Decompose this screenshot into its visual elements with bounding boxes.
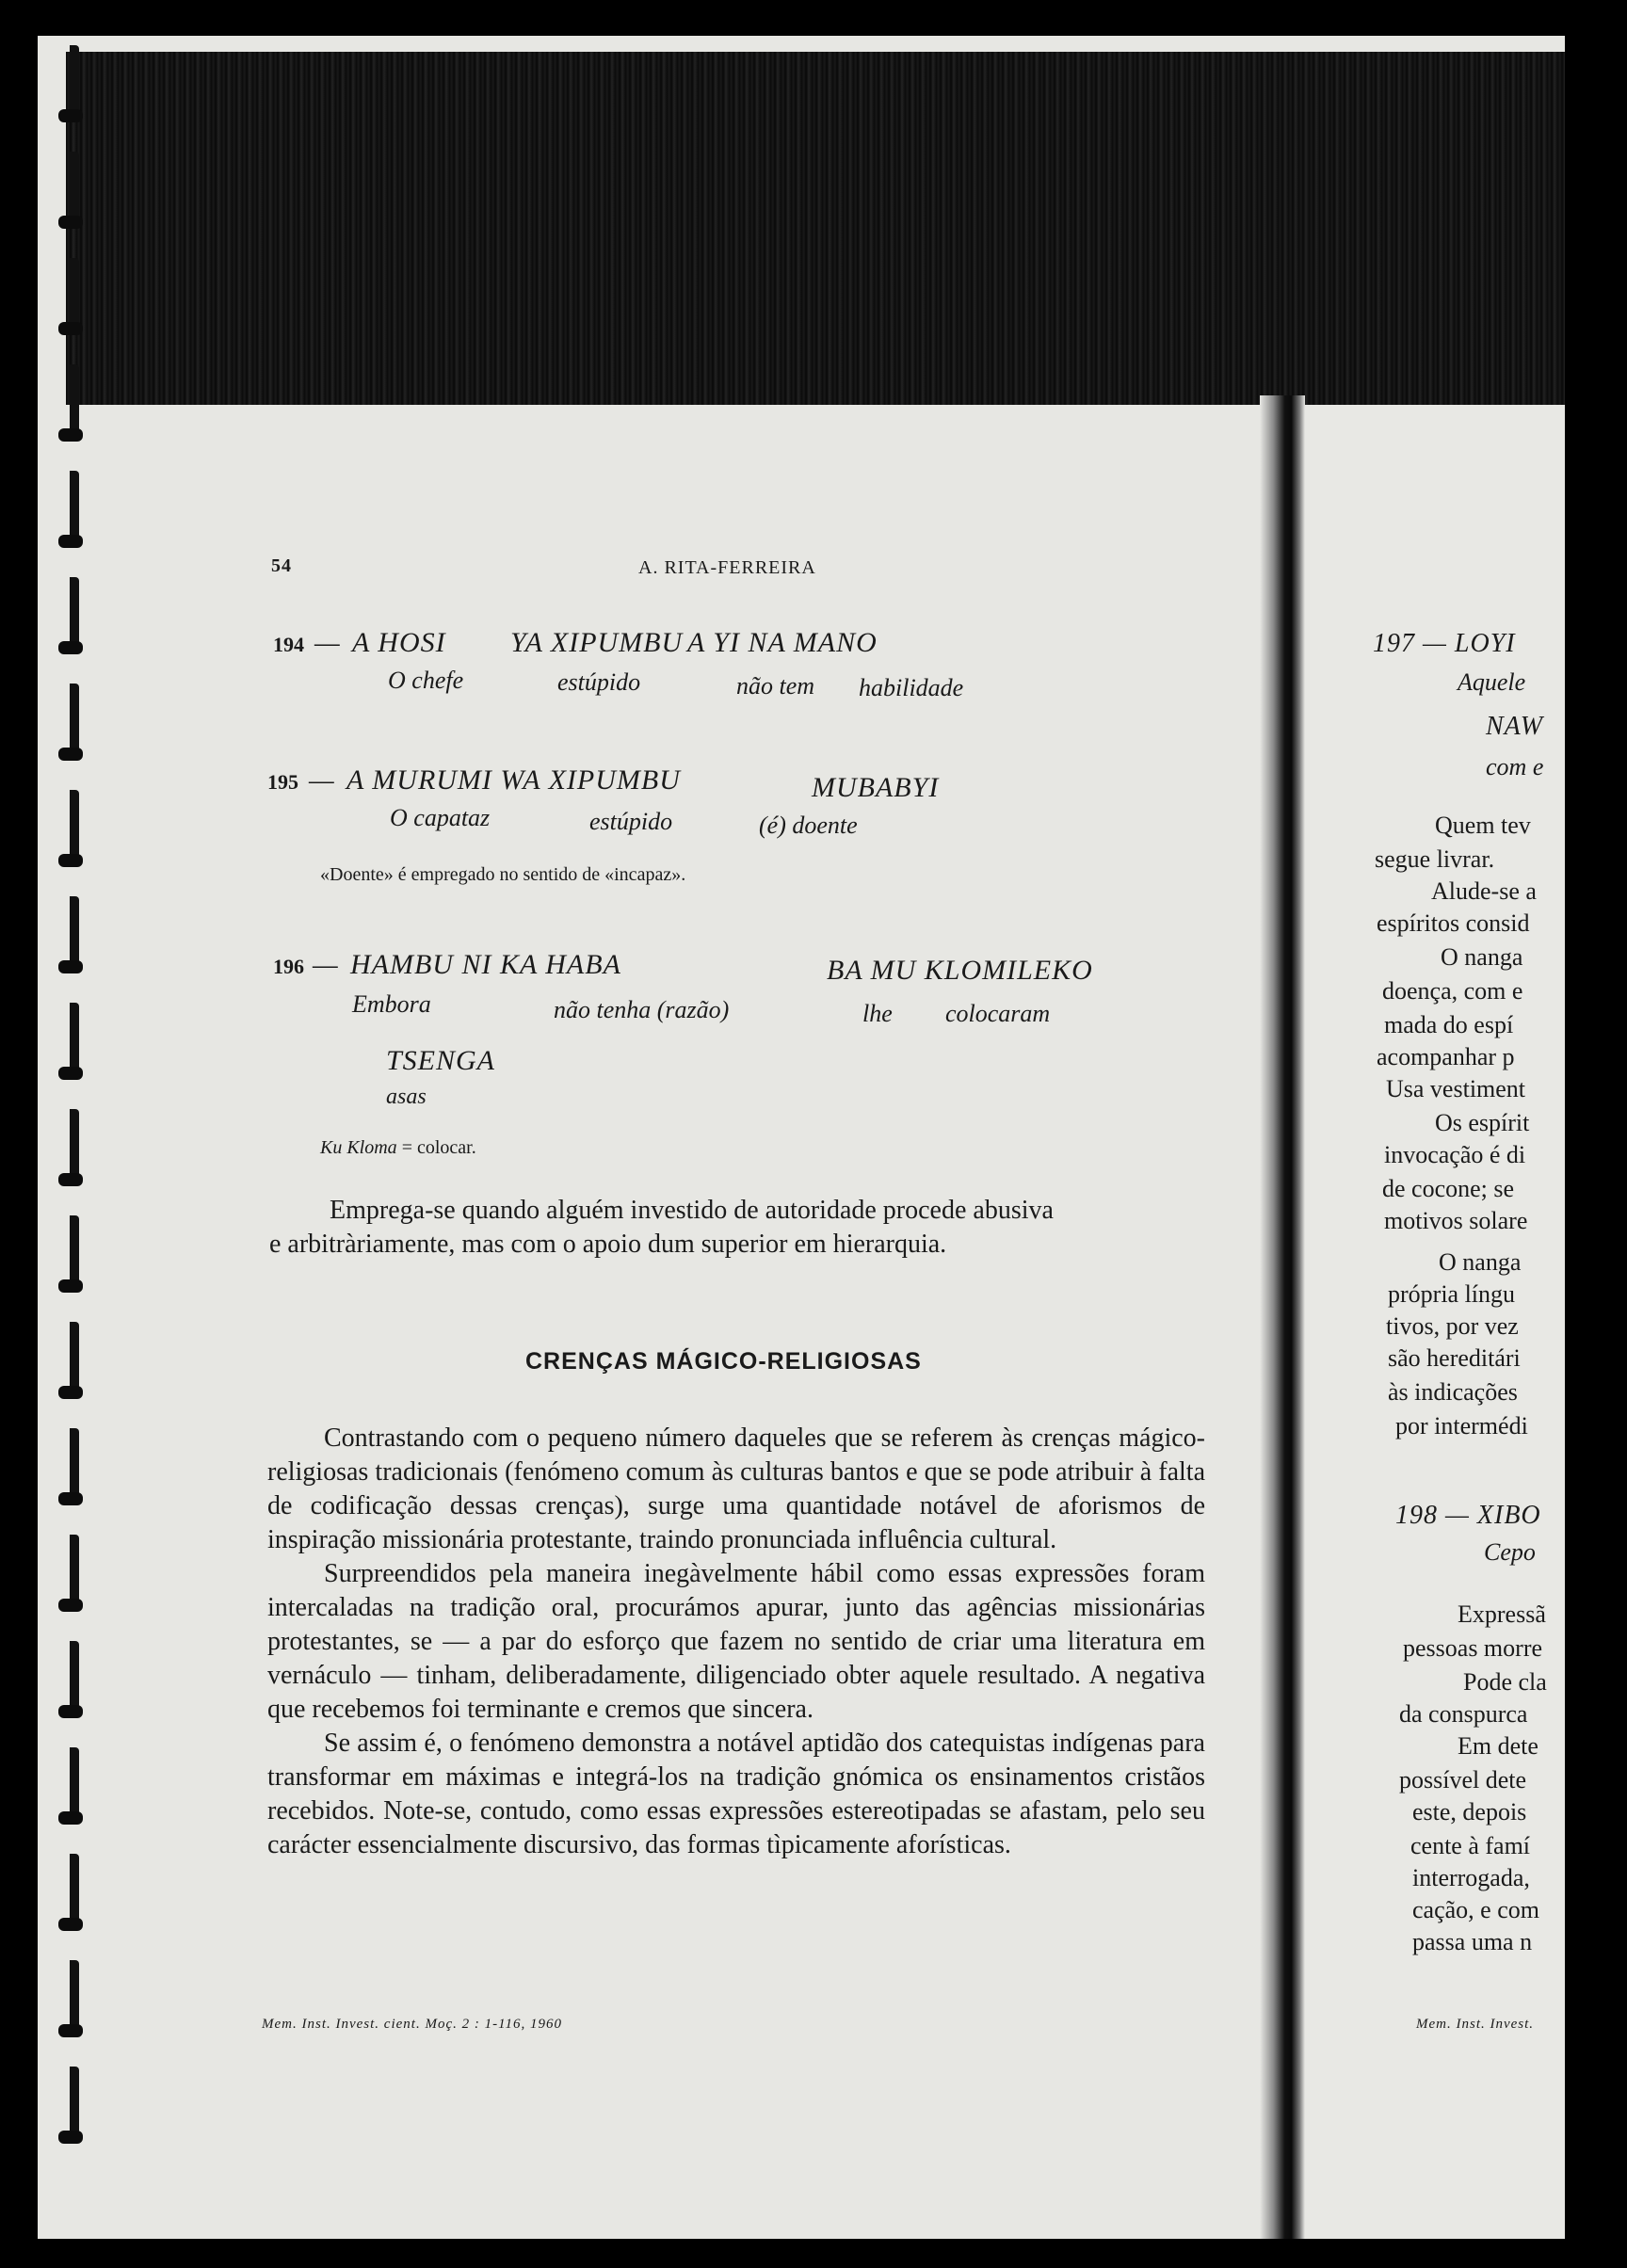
gloss: colocaram [945, 1000, 1051, 1027]
binding-ring [56, 577, 85, 654]
binding-ring [56, 684, 85, 761]
gloss: estúpido [557, 668, 641, 696]
gloss: (é) doente [759, 812, 858, 839]
binding-ring [56, 2067, 85, 2144]
right-page-line: Os espírit [1435, 1109, 1530, 1136]
binding-ring [56, 1109, 85, 1186]
note-term: Ku Kloma [320, 1137, 397, 1158]
right-page-line: cente à famí [1410, 1832, 1531, 1859]
proverb-word: A MURUMI WA XIPUMBU [346, 764, 681, 796]
right-page-line: tivos, por vez [1386, 1312, 1519, 1340]
right-page-line: segue livrar. [1375, 845, 1495, 873]
gloss: não tem [736, 672, 815, 700]
proverb-word: BA MU KLOMILEKO [827, 955, 1093, 986]
right-page-line: 197 — LOYI [1373, 629, 1516, 658]
gloss: não tenha (razão) [554, 996, 730, 1023]
page-number: 54 [271, 555, 292, 576]
proverb-word: HAMBU NI KA HABA [350, 949, 621, 980]
binding-ring [56, 471, 85, 548]
binding-ring [56, 1747, 85, 1825]
right-page-line: Quem tev [1435, 812, 1531, 839]
gloss: habilidade [859, 674, 964, 701]
section-heading: CRENÇAS MÁGICO-RELIGIOSAS [525, 1348, 922, 1375]
right-page-line: NAW [1486, 712, 1544, 741]
entry-dash: — [314, 627, 341, 658]
right-page-line: mada do espí [1384, 1011, 1514, 1038]
binding-ring [56, 896, 85, 973]
binding-ring [56, 258, 85, 335]
commentary-line: Emprega-se quando alguém investido de autoridade procede abusiva [330, 1196, 1054, 1225]
entry-number: 195 [267, 770, 298, 794]
right-page-line: Cepo [1484, 1538, 1536, 1566]
right-page-line: Expressã [1458, 1600, 1546, 1628]
right-page-line: possível dete [1399, 1766, 1527, 1793]
proverb-word: YA XIPUMBU [510, 627, 684, 658]
right-page-line: 198 — XIBO [1395, 1501, 1541, 1530]
gloss: O chefe [388, 667, 464, 694]
right-page-line: às indicações [1388, 1378, 1518, 1406]
body-text [267, 1422, 1205, 1862]
entry-dash: — [309, 764, 335, 796]
binding-ring [56, 1854, 85, 1931]
right-page-line: pessoas morre [1403, 1634, 1543, 1662]
gloss: estúpido [589, 808, 673, 835]
binding-ring [56, 1215, 85, 1293]
right-page-line: motivos solare [1384, 1207, 1528, 1234]
right-page-line: O nanga [1441, 943, 1523, 971]
right-page-line: passa uma n [1412, 1928, 1533, 1955]
proverb-word: A HOSI [352, 627, 446, 658]
paragraph: Se assim é, o fenómeno demonstra a notável aptidão dos catequistas indígenas para transformar em máximas e integrá-los na tradição gnómica os ensinamentos cristãos recebidos. Note-se, contudo, como essas expressões estereotipadas se afastam, pelo seu carácter essencialmente discursivo, das formas tìpicamente aforísticas. [267, 1729, 1205, 1859]
paragraph: Surpreendidos pela maneira inegàvelmente hábil como essas expressões foram intercaladas na tradição oral, procurámos apurar, junto das agências missionárias protestantes, se — a par do esforço que fazem no sentido de criar uma literatura em vernáculo — tinham, deliberadamente, diligenciado obter aquele resultado. A negativa que recebemos foi terminante e cremos que sincera. [267, 1559, 1205, 1724]
entry-dash: — [313, 949, 339, 980]
right-page-line: interrogada, [1412, 1864, 1530, 1891]
binding-ring [56, 152, 85, 229]
gloss: Embora [352, 990, 431, 1018]
right-page-line: cação, e com [1412, 1896, 1539, 1923]
right-page-line: Usa vestiment [1386, 1075, 1526, 1102]
right-page-line: da conspurca [1399, 1700, 1528, 1728]
binding-ring [56, 364, 85, 442]
right-page-line: são hereditári [1388, 1344, 1521, 1372]
entry-note: «Doente» é empregado no sentido de «incapaz». [320, 864, 686, 885]
binding-ring [56, 1003, 85, 1080]
right-page-line: O nanga [1439, 1248, 1522, 1276]
right-page-line: espíritos consid [1377, 909, 1530, 937]
entry-number: 196 [273, 955, 304, 978]
right-page-line: invocação é di [1384, 1141, 1526, 1168]
right-page-line: com e [1486, 753, 1544, 780]
right-page-line: própria língu [1388, 1280, 1516, 1308]
proverb-word: TSENGA [386, 1045, 496, 1076]
right-page-footer: Mem. Inst. Invest. [1416, 2017, 1535, 2032]
right-page-line: Em dete [1458, 1732, 1538, 1760]
right-page-line: de cocone; se [1382, 1175, 1515, 1202]
entry-note [320, 1137, 476, 1159]
paragraph: Contrastando com o pequeno número daqueles que se referem às crenças mágico-religiosas tradicionais (fenómeno comum às culturas bantos e que se pode atribuir à falta de codificação dessas crenças), surge uma quantidade notável de aforismos de inspiração missionária protestante, traindo pronunciada influência cultural. [267, 1424, 1205, 1554]
binding-ring [56, 45, 85, 122]
gloss: lhe [862, 1000, 893, 1027]
footer-citation: Mem. Inst. Invest. cient. Moç. 2 : 1-116, 1960 [262, 2017, 562, 2032]
running-title: A. RITA-FERREIRA [638, 557, 816, 578]
right-page-line: acompanhar p [1377, 1043, 1515, 1070]
binding-ring [56, 1960, 85, 2037]
right-page-line: por intermédi [1395, 1412, 1528, 1440]
binding-ring [56, 1535, 85, 1612]
right-page-line: Aquele [1458, 668, 1526, 696]
binding-ring [56, 1322, 85, 1399]
gloss: asas [386, 1085, 427, 1109]
binding-ring [56, 1428, 85, 1505]
gloss: O capataz [390, 804, 491, 831]
binding-ring [56, 790, 85, 867]
page-header [266, 555, 1207, 584]
book-gutter [1260, 395, 1305, 2239]
right-page-line: doença, com e [1382, 977, 1523, 1005]
spiral-binding [38, 36, 90, 2239]
note-text: = colocar. [396, 1137, 476, 1158]
binding-ring [56, 1641, 85, 1718]
right-page-line: Pode cla [1463, 1668, 1547, 1696]
entry-number: 194 [273, 633, 304, 656]
right-page-line: este, depois [1412, 1798, 1527, 1826]
proverb-word: MUBABYI [812, 772, 940, 803]
right-page-line: Alude-se a [1431, 877, 1537, 905]
proverb-word: A YI NA MANO [687, 627, 878, 658]
commentary-line: e arbitràriamente, mas com o apoio dum superior em hierarquia. [269, 1230, 947, 1259]
scan-dark-band [66, 52, 1565, 405]
